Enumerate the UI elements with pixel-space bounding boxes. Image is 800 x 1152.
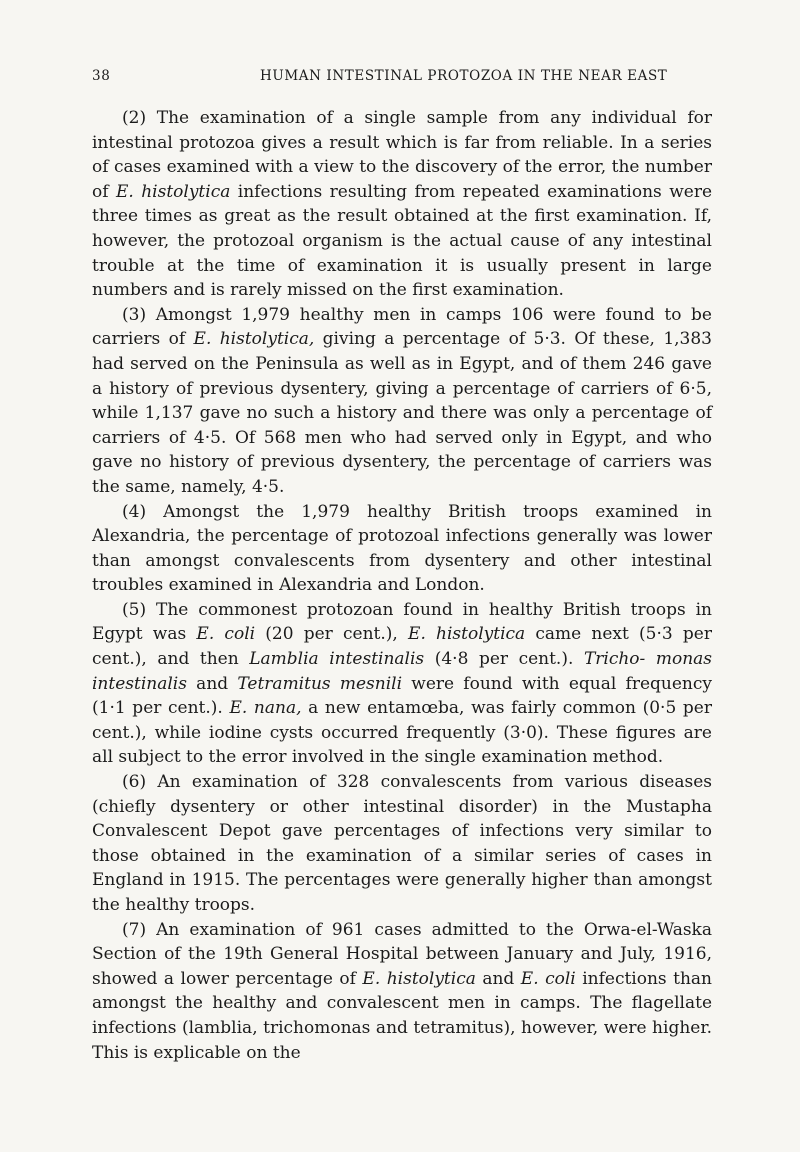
page-number: 38 xyxy=(92,68,111,84)
species-name: E. histolytica xyxy=(408,624,526,645)
paragraph-2: (2) The examination of a single sample from any individual for intestinal protozoa gives a result which is far from reliable. In a series of cases examined with a view to the discovery of the error, the number of E. histolytica infections resulting from repeated examinations were three times as great as the result obtained at the first examination. If, however, the protozoal organism is the actual cause of any intestinal trouble at the time of examination it is usually present in large numbers and is rarely missed on the first examination. xyxy=(92,108,713,301)
species-name: Tetramitus mesnili xyxy=(237,673,403,694)
paragraph-3: (3) Amongst 1,979 healthy men in camps 106 were found to be carriers of E. histolytica, giving a percentage of 5·3. Of these, 1,383 had served on the Peninsula as well as in Egypt, and of them 246 gave a history of previous dysentery, giving a percentage of carriers of 6·5, while 1,137 gave no such a history and there was only a percentage of carriers of 4·5. Of 568 men who had served only in Egypt, and who gave no history of previous dysentery, the percentage of carriers was the same, namely, 4·5. xyxy=(92,304,713,497)
paragraph-6: (6) An examination of 328 convalescents from various diseases (chiefly dysentery or other intestinal disorder) in the Mustapha Convalescent Depot gave percentages of infections very similar to those obtained in the examination of a similar series of cases in England in 1915. The percentages were generally higher than amongst the healthy troops. xyxy=(92,772,712,915)
species-name: E. histolytica, xyxy=(193,329,315,350)
species-name: E. coli xyxy=(196,624,256,645)
body-text xyxy=(92,106,712,1065)
species-name: E. histolytica xyxy=(115,181,231,202)
species-name: Lamblia intestinalis xyxy=(249,649,425,670)
paragraph-5: (5) The commonest protozoan found in healthy British troops in Egypt was E. coli (20 per cent.), E. histolytica came next (5·3 per cent.), and then Lamblia intestinalis (4·8 per cent.). Tricho- monas intestinalis and Tetramitus mesnili were found with equal frequency (1·1 per cent.). E. nana, a new entamœba, was fairly common (0·5 per cent.), while iodine cysts occurred frequently (3·0). These figures are all subject to the error involved in the single examination method. xyxy=(92,599,713,768)
paragraph-4: (4) Amongst the 1,979 healthy British troops examined in Alexandria, the percentage of protozoal infections generally was lower than amongst convalescents from dysentery and other intestinal troubles examined in Alexandria and London. xyxy=(92,501,712,596)
species-name: E. histolytica xyxy=(362,968,476,989)
species-name: E. coli xyxy=(520,968,576,989)
species-name: E. nana, xyxy=(229,698,302,719)
running-title: HUMAN INTESTINAL PROTOZOA IN THE NEAR EAST xyxy=(260,68,668,84)
paragraph-7: (7) An examination of 961 cases admitted to the Orwa-el-Waska Section of the 19th General Hospital between January and July, 1916, showed a lower percentage of E. histolytica and E. coli infections than amongst the healthy and convalescent men in camps. The flagellate infections (lamblia, trichomonas and tetramitus), however, were higher. This is explicable on the xyxy=(92,919,713,1063)
species-name: Tricho- monas intestinalis xyxy=(92,649,713,694)
